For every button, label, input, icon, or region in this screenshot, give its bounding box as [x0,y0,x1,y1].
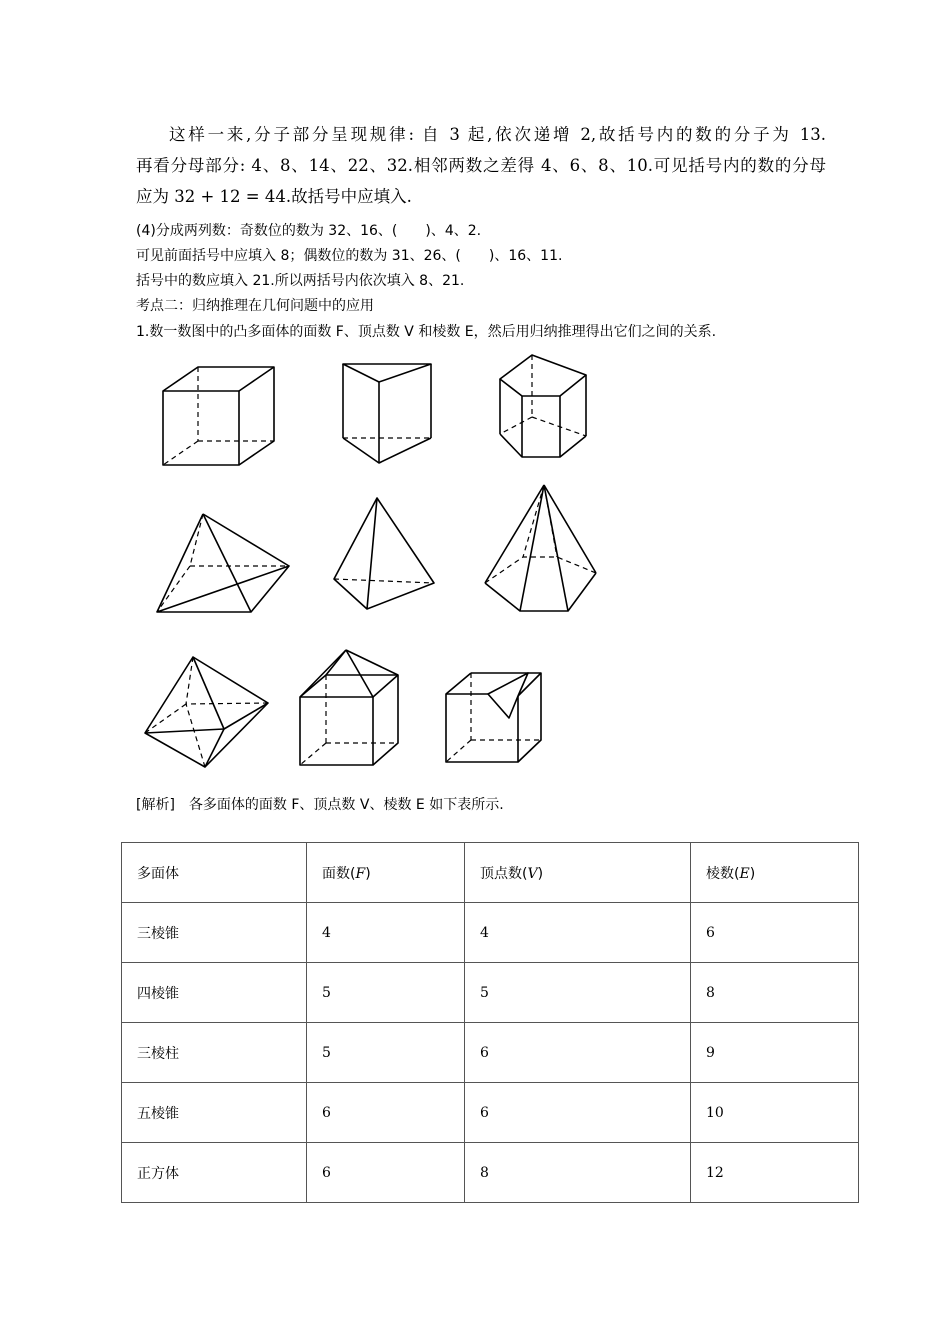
paragraph-line-3: 应为 32 + 12 = 44.故括号中应填入. [136,187,412,206]
section-heading: 考点二：归纳推理在几何问题中的应用 [136,298,374,314]
paragraph-line-1: 这样一来,分子部分呈现规律: 自 3 起,依次递增 2,故括号内的数的分子为 13. [169,125,826,144]
header-edges: 棱数(E) [691,843,859,903]
table-row: 五棱锥 6 6 10 [122,1083,859,1143]
cut-corner-cube-figure [446,673,541,762]
table-row: 正方体 6 8 12 [122,1143,859,1203]
pentagonal-prism-figure [500,355,586,457]
table-row: 三棱锥 4 4 6 [122,903,859,963]
roofed-cube-figure [300,650,398,765]
octahedron-figure [145,657,268,767]
header-vertices: 顶点数(V) [465,843,691,903]
triangular-pyramid-figure [334,498,434,609]
pentagonal-pyramid-figure [485,485,596,611]
paragraph-line-2: 再看分母部分: 4、8、14、22、32.相邻两数之差得 4、6、8、10.可见括号内的数的分母 [136,156,826,175]
item-4-line: (4)分成两列数：奇数位的数为 32、16、( )、4、2. [136,223,482,239]
header-shape: 多面体 [122,843,307,903]
fill-21-line: 括号中的数应填入 21.所以两括号内依次填入 8、21. [136,273,465,289]
square-pyramid-figure [157,514,289,612]
header-faces: 面数(F) [307,843,465,903]
triangular-prism-figure [343,364,431,463]
cube-figure [163,367,274,465]
table-row: 三棱柱 5 6 9 [122,1023,859,1083]
fill-8-line: 可见前面括号中应填入 8；偶数位的数为 31、26、( )、16、11. [136,248,563,264]
polyhedra-table [121,842,859,1203]
question-1: 1.数一数图中的凸多面体的面数 F、顶点数 V 和棱数 E，然后用归纳推理得出它们之间的关系. [136,324,717,340]
table-row: 四棱锥 5 5 8 [122,963,859,1023]
table-header-row [122,843,859,903]
analysis-line: [解析] 各多面体的面数 F、顶点数 V、棱数 E 如下表所示. [136,797,504,813]
